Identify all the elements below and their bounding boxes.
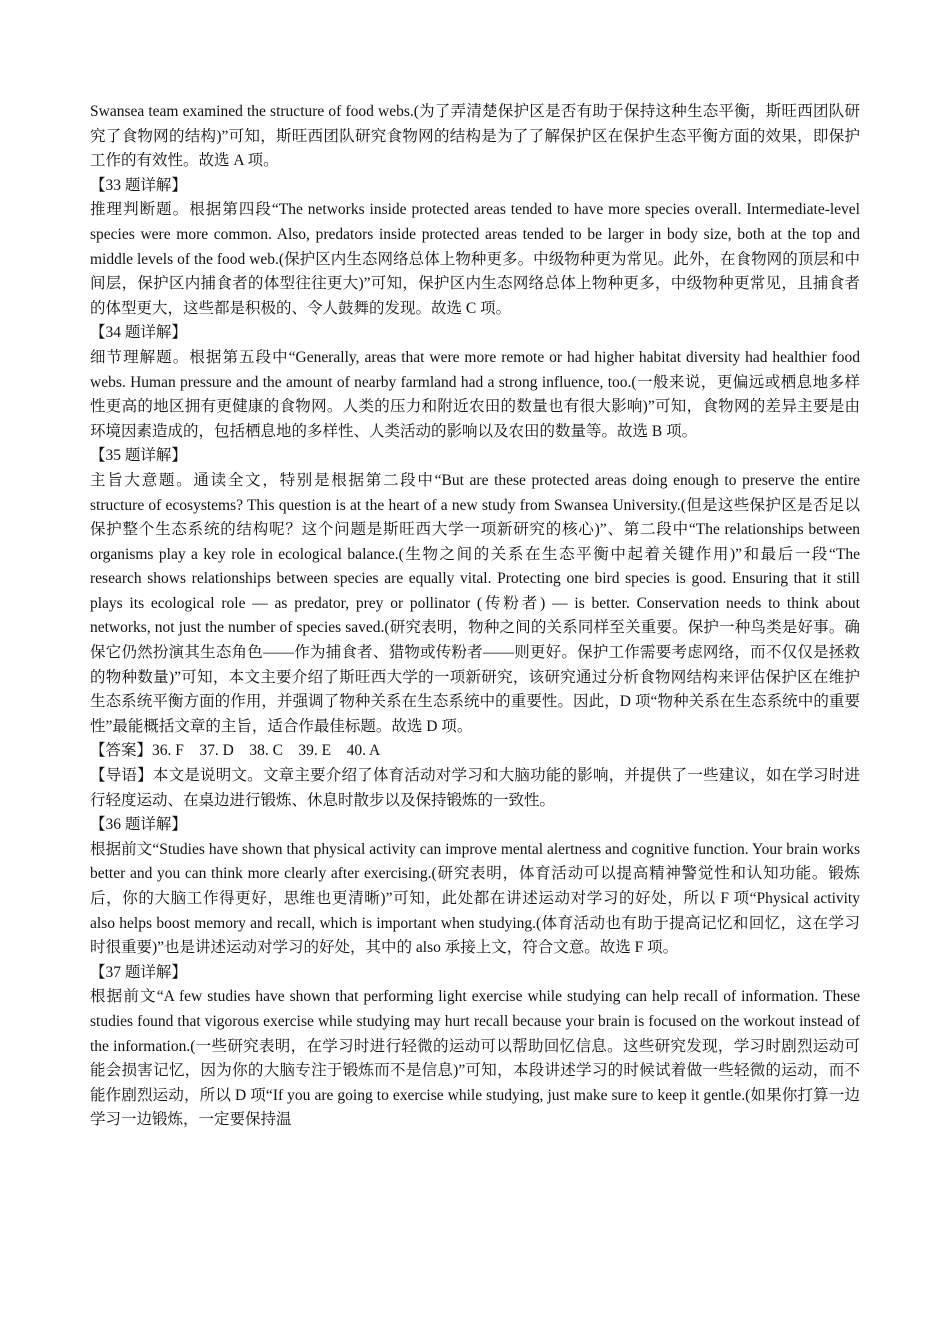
paragraph-q36-explanation: 根据前文“Studies have shown that physical activity can improve mental alertness and cognitive function. Your brain works better and you can think more clearly after exercising.(研究表明，体育活动可以提高精神警觉性和认知功能。锻炼后，你的大脑工作得更好，思维也更清晰)”可知，此处都在讲述运动对学习的好处，所以 F 项“Physical activity also helps boost memory and recall, which is important when studying.(体育活动也有助于提高记忆和回忆，这在学习时很重要)”也是讲述运动对学习的好处，其中的 also 承接上文，符合文意。故选 F 项。 [90, 840, 860, 957]
paragraph-q37-explanation: 根据前文“A few studies have shown that performing light exercise while studying can help recall of information. These studies found that vigorous exercise while studying may hurt recall because your brain is focused on the workout instead of the information.(一些研究表明，在学习时进行轻微的运动可以帮助回忆信息。这些研究发现，学习时剧烈运动可能会损害记忆，因为你的大脑专注于锻炼而不是信息)”可知，本段讲述学习的时候试着做一些轻微的运动，而不能作剧烈运动，所以 D 项“If you are going to exercise while studying, just make sure to keep it gentle.(如果你打算一边学习一边锻炼，一定要保持温 [90, 988, 860, 1129]
heading-q34-explanation: 【34 题详解】 [90, 324, 187, 342]
paragraph-q32-conclusion: Swansea team examined the structure of food webs.(为了弄清楚保护区是否有助于保持这种生态平衡，斯旺西团队研究了食物网的结构)”可知，斯旺西团队研究食物网的结构是为了了解保护区在保护生态平衡方面的效果，即保护工作的有效性。故选 A 项。 [90, 103, 860, 170]
answer-key: 【答案】36. F 37. D 38. C 39. E 40. A [90, 742, 381, 760]
paragraph-q33-explanation: 推理判断题。根据第四段“The networks inside protected areas tended to have more species overall. Intermediate-level species were more common. Also, predators inside protected areas tended to be larger in body size, both at the top and middle levels of the food web.(保护区内生态网络总体上物种更多。中级物种更为常见。此外，在食物网的顶层和中间层，保护区内捕食者的体型往往更大)”可知，保护区内生态网络总体上物种更多，中级物种更常见，且捕食者的体型更大，这些都是积极的、令人鼓舞的发现。故选 C 项。 [90, 201, 860, 317]
heading-q37-explanation: 【37 题详解】 [90, 963, 187, 981]
paragraph-q34-explanation: 细节理解题。根据第五段中“Generally, areas that were more remote or had higher habitat diversity had healthier food webs. Human pressure and the amount of nearby farmland had a strong influence, too.(一般来说，更偏远或栖息地多样性更高的地区拥有更健康的食物网。人类的压力和附近农田的数量也有很大影响)”可知，食物网的差异主要是由环境因素造成的，包括栖息地的多样性、人类活动的影响以及农田的数量等。故选 B 项。 [90, 348, 860, 440]
paragraph-q35-explanation: 主旨大意题。通读全文，特别是根据第二段中“But are these protected areas doing enough to preserve the entire structure of ecosystems? This question is at the heart of a new study from Swansea University.(但是这些保护区是否足以保护整个生态系统的结构呢？这个问题是斯旺西大学一项新研究的核心)”、第二段中“The relationships between organisms play a key role in ecological balance.(生物之间的关系在生态平衡中起着关键作用)”和最后一段“The research shows relationships between species are equally vital. Protecting one bird species is good. Ensuring that it still plays its ecological role — as predator, prey or pollinator (传粉者) — is better. Conservation needs to think about networks, not just the number of species saved.(研究表明，物种之间的关系同样至关重要。保护一种鸟类是好事。确保它仍然扮演其生态角色——作为捕食者、猎物或传粉者——则更好。保护工作需要考虑网络，而不仅仅是拯救的物种数量)”可知，本文主要介绍了斯旺西大学的一项新研究，该研究通过分析食物网结构来评估保护区在维护生态系统平衡方面的作用，并强调了物种关系在生态系统中的重要性。因此，D 项“物种关系在生态系统中的重要性”最能概括文章的主旨，适合作最佳标题。故选 D 项。 [90, 471, 860, 735]
heading-q36-explanation: 【36 题详解】 [90, 816, 187, 834]
paragraph-introduction: 【导语】本文是说明文。文章主要介绍了体育活动对学习和大脑功能的影响，并提供了一些建议，如在学习时进行轻度运动、在桌边进行锻炼、休息时散步以及保持锻炼的一致性。 [90, 767, 860, 809]
heading-q33-explanation: 【33 题详解】 [90, 176, 187, 194]
document-page [90, 100, 860, 1133]
heading-q35-explanation: 【35 题详解】 [90, 447, 187, 465]
